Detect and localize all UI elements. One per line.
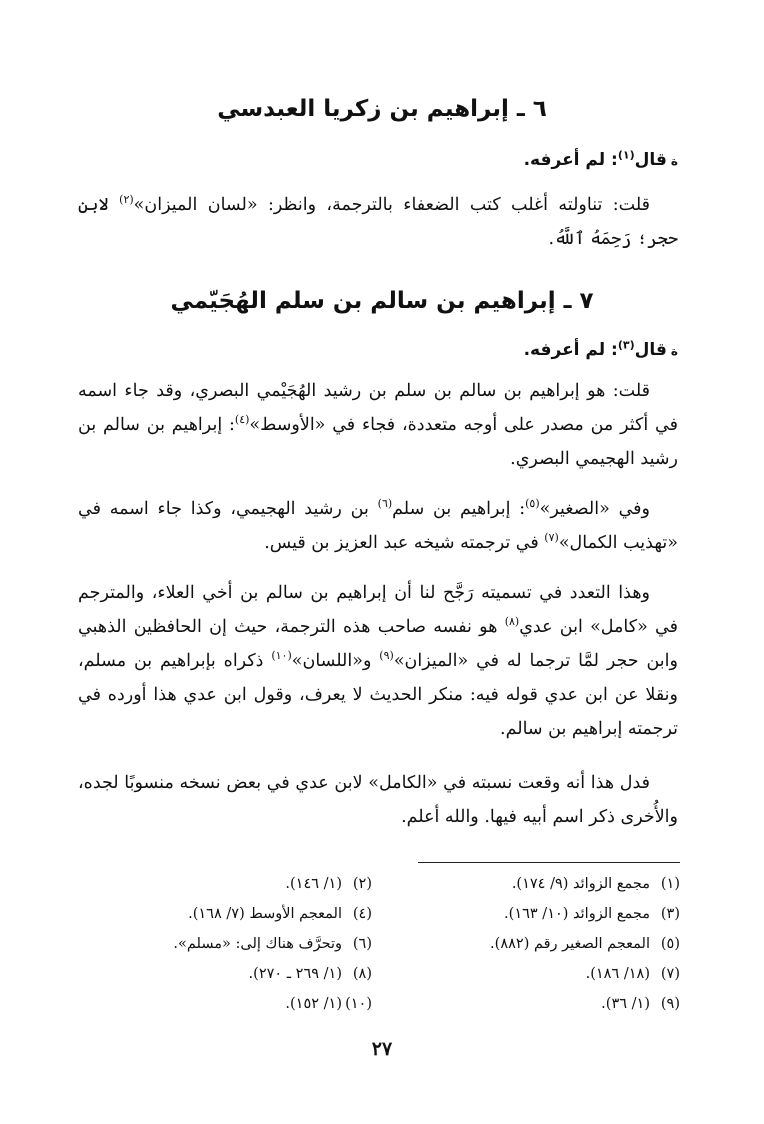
footnote-5: (٥)المعجم الصغير رقم (٨٨٢). <box>490 936 680 952</box>
paragraph-3 <box>78 492 678 560</box>
footnote-ref[interactable]: (١٠) <box>271 649 292 663</box>
footnote-ref[interactable]: (٦) <box>377 497 393 511</box>
paragraph-text: وهذا التعدد في تسميته رَجَّح لنا أن إبراهيم بن سالم بن أخي العلاء، والمترجم في «كامل» ابن عدي <box>78 583 678 637</box>
footnote-ref[interactable]: (٨) <box>504 615 520 629</box>
footnote-8: (٨)(١/ ٢٦٩ ـ ٢٧٠). <box>248 966 372 982</box>
paragraph-text: و«اللسان» <box>291 651 380 671</box>
paragraph-text: : إبراهيم بن سالم بن رشيد الهجيمي البصري. <box>78 415 678 469</box>
page-number: ٢٧ <box>371 1038 393 1060</box>
footnote-7: (٧)(١٨/ ١٨٦). <box>585 966 680 982</box>
footnote-2: (٢)(١/ ١٤٦). <box>285 876 372 892</box>
footnote-6: (٦)وتحرَّف هناك إلى: «مسلم». <box>173 936 372 952</box>
paragraph-5: فدل هذا أنه وقعت نسبته في «الكامل» لابن عدي في بعض نسخه منسوبًا لجده، والأُخرى ذكر اسم أبيه فيها. والله أعلم. <box>78 773 678 827</box>
paragraph-text: قلت: هو إبراهيم بن سالم بن سلم بن رشيد الهُجَيْمي البصري، وقد جاء اسمه في أكثر من مصدر على أوجه متعددة، فجاء في «الأوسط» <box>78 381 678 435</box>
paragraph-text: : إبراهيم بن سلم <box>392 499 526 519</box>
paragraph-text: هو نفسه صاحب هذه الترجمة، حيث إن الحافظين الذهبي وابن حجر لمَّا ترجما له في «الميزان» <box>78 617 678 671</box>
footnote-ref[interactable]: (٥) <box>525 497 540 511</box>
footnote-ref[interactable]: (٤) <box>234 413 250 427</box>
heading-entry-7: ٧ ـ إبراهيم بن سالم بن سلم الهُجَيّمي <box>170 288 594 314</box>
footnote-ref[interactable]: (٧) <box>544 531 559 545</box>
footnote-3: (٣)مجمع الزوائد (١٠/ ١٦٣). <box>504 906 680 922</box>
bullet-icon: ة <box>670 344 678 358</box>
paragraph-text: وفي «الصغير» <box>539 499 650 519</box>
paragraph-text: قلت: تناولته أغلب كتب الضعفاء بالترجمة، وانظر: «لسان الميزان» <box>133 195 650 215</box>
paragraph-text: ذكراه بإبراهيم بن مسلم، ونقلا عن ابن عدي قوله فيه: منكر الحديث لا يعرف، وقول ابن عدي هذا أورده في ترجمته إبراهيم بن سالم. <box>78 651 678 739</box>
footnote-ref[interactable]: (٢) <box>119 193 134 207</box>
entry-7-statement <box>524 340 678 360</box>
paragraph-1 <box>78 188 678 256</box>
footnote-10: (١٠)(١/ ١٥٢). <box>285 996 372 1012</box>
statement-text: : لم أعرفه. <box>523 340 618 360</box>
footnote-ref[interactable]: (١) <box>617 148 635 162</box>
paragraph-text: بن رشيد الهجيمي، وكذا جاء اسمه في «تهذيب الكمال» <box>78 499 678 553</box>
footnote-4: (٤)المعجم الأوسط (٧/ ١٦٨). <box>188 906 372 922</box>
paragraph-4 <box>78 576 678 746</box>
paragraph-text: في ترجمته شيخه عبد العزيز بن قيس. <box>264 533 545 553</box>
paragraph-text: لابن حجر؛ رَحِمَهُ ٱللَّهُ. <box>78 195 678 249</box>
footnote-ref[interactable]: (٩) <box>379 649 394 663</box>
heading-entry-6: ٦ ـ إبراهيم بن زكريا العبدسي <box>217 96 547 122</box>
footnote-1: (١)مجمع الزوائد (٩/ ١٧٤). <box>511 876 680 892</box>
qal-label: قال <box>634 150 667 170</box>
footnote-9: (٩)(١/ ٣٦). <box>601 996 680 1012</box>
footnote-ref[interactable]: (٣) <box>617 338 635 352</box>
paragraph-2 <box>78 374 678 476</box>
qal-label: قال <box>634 340 667 360</box>
statement-text: : لم أعرفه. <box>523 150 618 170</box>
bullet-icon: ة <box>670 154 678 168</box>
footnote-separator <box>418 862 680 863</box>
entry-6-statement <box>524 150 678 170</box>
